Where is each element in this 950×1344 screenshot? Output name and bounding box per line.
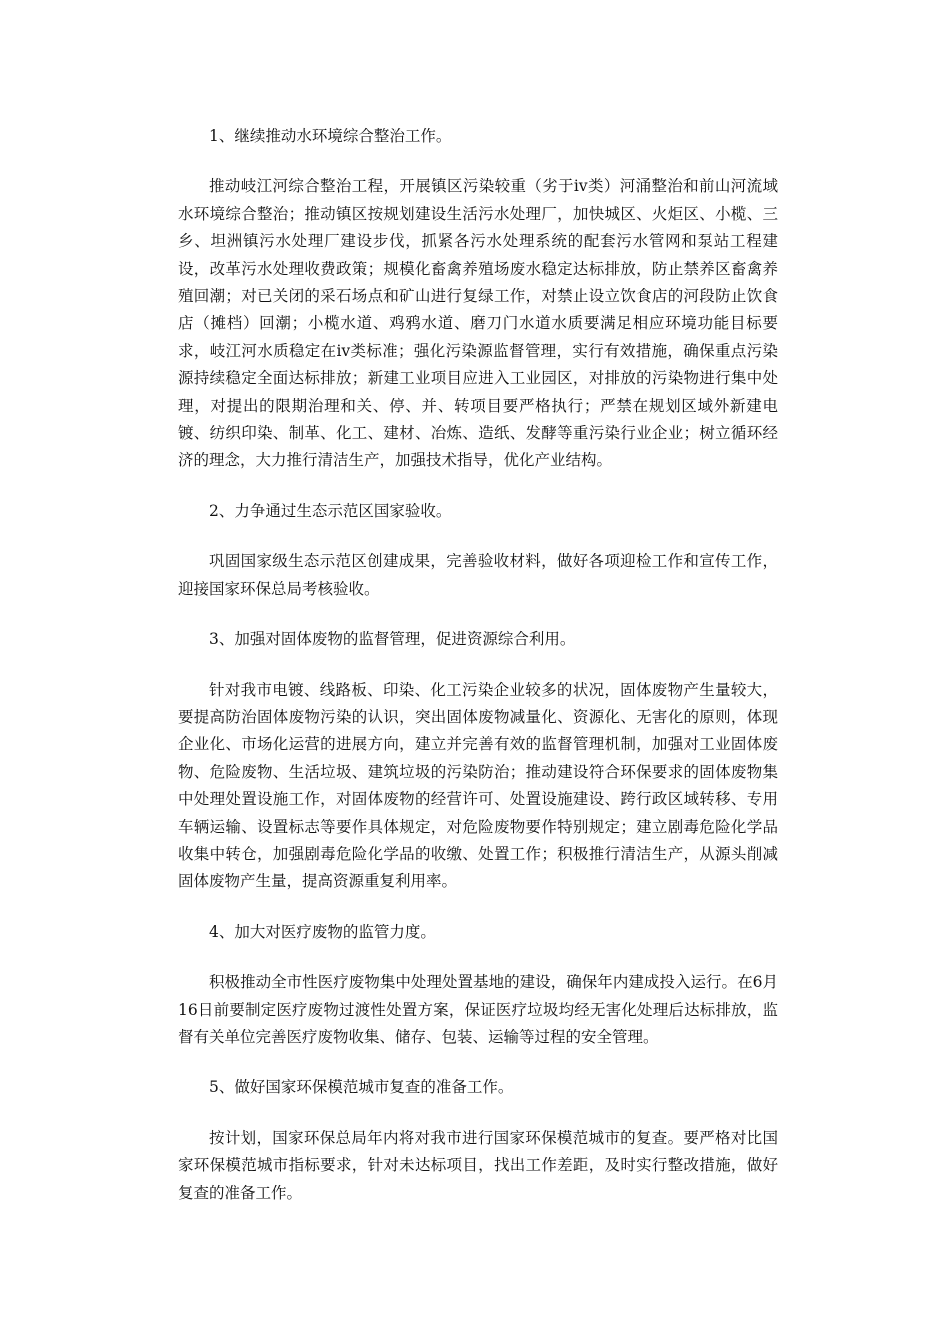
section-1-paragraph: 推动岐江河综合整治工程，开展镇区污染较重（劣于ⅳ类）河涌整治和前山河流域水环境综合整治；推动镇区按规划建设生活污水处理厂，加快城区、火炬区、小榄、三乡、坦洲镇污水处理厂建设步伐，抓紧各污水处理系统的配套污水管网和泵站工程建设，改革污水处理收费政策；规模化畜禽养殖场废水稳定达标排放，防止禁养区畜禽养殖回潮；对已关闭的采石场点和矿山进行复绿工作，对禁止设立饮食店的河段防止饮食店（摊档）回潮；小榄水道、鸡鸦水道、磨刀门水道水质要满足相应环境功能目标要求，岐江河水质稳定在ⅳ类标准；强化污染源监督管理，实行有效措施，确保重点污染源持续稳定全面达标排放；新建工业项目应进入工业园区，对排放的污染物进行集中处理，对提出的限期治理和关、停、并、转项目要严格执行；严禁在规划区域外新建电镀、纺织印染、制革、化工、建材、冶炼、造纸、发酵等重污染行业企业；树立循环经济的理念，大力推行清洁生产，加强技术指导，优化产业结构。 — [178, 177, 778, 470]
section-4-heading: 4、加大对医疗废物的监管力度。 — [209, 922, 436, 941]
section-2-heading: 2、力争通过生态示范区国家验收。 — [209, 501, 452, 520]
section-5-heading: 5、做好国家环保模范城市复查的准备工作。 — [209, 1078, 514, 1097]
document-body — [178, 123, 778, 1230]
section-1-heading: 1、继续推动水环境综合整治工作。 — [209, 127, 452, 145]
section-5-paragraph: 按计划，国家环保总局年内将对我市进行国家环保模范城市的复查。要严格对比国家环保模范城市指标要求，针对未达标项目，找出工作差距，及时实行整改措施，做好复查的准备工作。 — [178, 1128, 778, 1202]
section-4-paragraph: 积极推动全市性医疗废物集中处理处置基地的建设，确保年内建成投入运行。在6月16日前要制定医疗废物过渡性处置方案，保证医疗垃圾均经无害化处理后达标排放，监督有关单位完善医疗废物收集、储存、包装、运输等过程的安全管理。 — [178, 973, 778, 1046]
section-3-paragraph: 针对我市电镀、线路板、印染、化工污染企业较多的状况，固体废物产生量较大，要提高防治固体废物污染的认识，突出固体废物减量化、资源化、无害化的原则，体现企业化、市场化运营的进展方向，建立并完善有效的监督管理机制，加强对工业固体废物、危险废物、生活垃圾、建筑垃圾的污染防治；推动建设符合环保要求的固体废物集中处理处置设施工作，对固体废物的经营许可、处置设施建设、跨行政区域转移、专用车辆运输、设置标志等要作具体规定，对危险废物要作特别规定；建立剧毒危险化学品收集中转仓，加强剧毒危险化学品的收缴、处置工作；积极推行清洁生产，从源头削减固体废物产生量，提高资源重复利用率。 — [178, 680, 778, 891]
section-2-paragraph: 巩固国家级生态示范区创建成果，完善验收材料，做好各项迎检工作和宣传工作，迎接国家环保总局考核验收。 — [178, 552, 778, 598]
section-3-heading: 3、加强对固体废物的监督管理，促进资源综合利用。 — [209, 630, 576, 649]
